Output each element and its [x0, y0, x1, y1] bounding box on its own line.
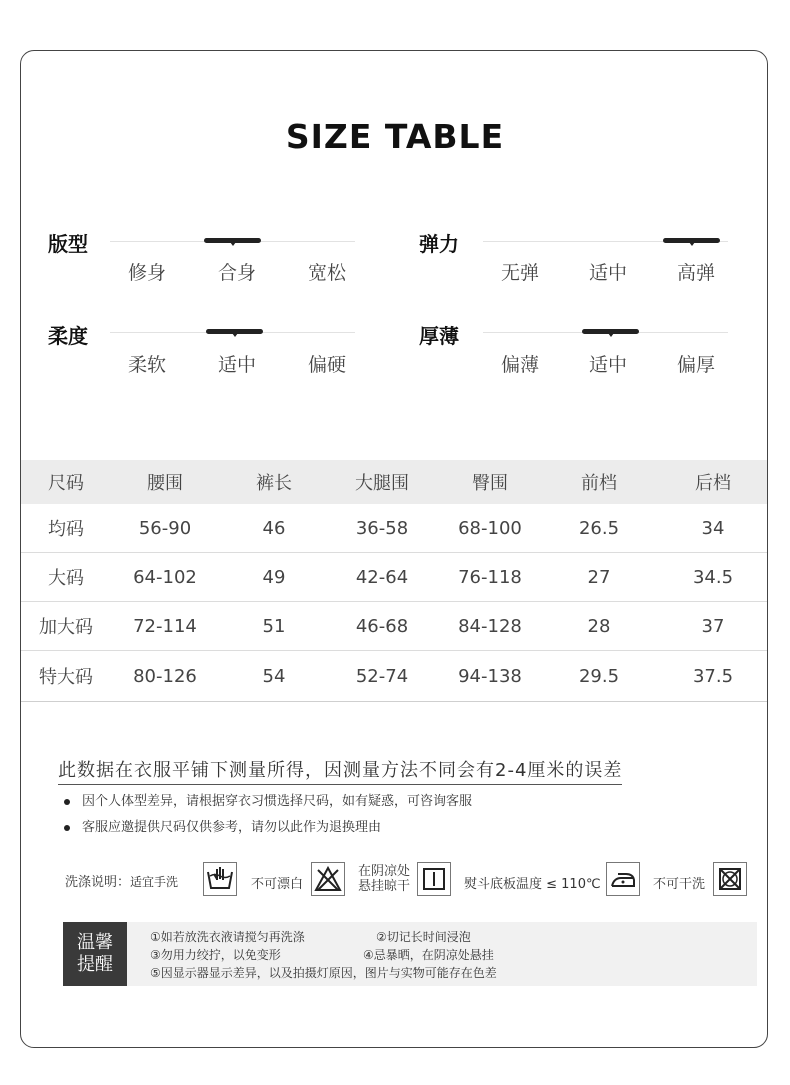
tips-badge-line2: 提醒 — [77, 954, 113, 975]
bullet-dot-icon — [64, 825, 70, 831]
bullet-text: 客服应邀提供尺码仅供参考，请勿以此作为退换理由 — [82, 820, 382, 835]
table-header-cell: 裤长 — [256, 473, 292, 494]
attribute-label: 厚薄 — [419, 324, 459, 348]
bullet-dot-icon — [64, 799, 70, 805]
table-cell: 72-114 — [133, 615, 197, 637]
page-title: SIZE TABLE — [285, 117, 505, 156]
no-dry-clean-text: 不可干洗 — [653, 877, 706, 892]
table-cell: 加大码 — [39, 617, 93, 638]
attribute-option: 无弹 — [500, 262, 539, 284]
attribute-label: 版型 — [48, 232, 88, 256]
attribute-option: 修身 — [127, 262, 166, 284]
table-cell: 36-58 — [355, 517, 409, 539]
size-table — [21, 460, 767, 702]
hand-wash-icon — [203, 862, 237, 896]
table-cell: 34.5 — [692, 566, 734, 588]
table-cell: 52-74 — [355, 665, 409, 687]
attribute-selected-marker — [206, 329, 263, 334]
table-cell: 28 — [587, 615, 611, 637]
table-cell: 51 — [262, 615, 286, 637]
attribute-label: 弹力 — [419, 232, 459, 256]
table-header-cell: 前档 — [581, 473, 617, 494]
table-row — [21, 504, 767, 553]
tip-item: ②切记长时间浸泡 — [376, 930, 471, 944]
shade-dry-line2: 悬挂晾干 — [358, 879, 411, 894]
attribute-option: 偏硬 — [307, 354, 346, 376]
table-cell: 46 — [262, 517, 286, 539]
table-cell: 特大码 — [39, 667, 93, 688]
attribute-label: 柔度 — [48, 324, 88, 348]
attribute-option: 偏厚 — [676, 354, 715, 376]
table-row — [21, 651, 767, 702]
table-cell: 56-90 — [138, 517, 192, 539]
table-cell: 68-100 — [458, 517, 522, 539]
no-bleach-icon — [311, 862, 345, 896]
no-dry-clean-icon — [713, 862, 747, 896]
table-header-cell: 后档 — [695, 473, 731, 494]
table-row — [21, 602, 767, 651]
bullet-text: 因个人体型差异，请根据穿衣习惯选择尺码，如有疑惑，可咨询客服 — [82, 794, 473, 809]
attribute-option: 偏薄 — [500, 354, 539, 376]
iron-text: 熨斗底板温度 ≤ 110℃ — [464, 877, 601, 892]
measurement-notice: 此数据在衣服平铺下测量所得，因测量方法不同会有2-4厘米的误差 — [58, 756, 622, 785]
attribute-selected-marker — [582, 329, 639, 334]
shade-dry-line1: 在阴凉处 — [358, 864, 411, 879]
table-cell: 42-64 — [355, 566, 409, 588]
attribute-option: 宽松 — [307, 262, 346, 284]
table-header-cell: 尺码 — [48, 473, 84, 494]
table-cell: 37.5 — [692, 665, 734, 687]
attribute-selected-marker — [204, 238, 261, 243]
tip-item: ④忌暴晒，在阴凉处悬挂 — [363, 948, 494, 962]
table-cell: 54 — [262, 665, 286, 687]
bullet-item — [64, 790, 472, 809]
table-header-cell: 大腿围 — [355, 473, 409, 494]
table-header-cell: 腰围 — [147, 473, 183, 494]
attribute-option: 柔软 — [127, 354, 166, 376]
care-tips — [63, 922, 757, 986]
bullet-item — [64, 816, 381, 835]
table-cell: 27 — [587, 566, 611, 588]
tip-item: ⑤因显示器显示差异，以及拍摄灯原因，图片与实物可能存在色差 — [150, 966, 497, 980]
table-cell: 76-118 — [458, 566, 522, 588]
iron-icon — [606, 862, 640, 896]
attribute-option: 适中 — [588, 354, 627, 376]
table-cell: 37 — [701, 615, 725, 637]
attribute-selected-marker — [663, 238, 720, 243]
hand-wash-text: 适宜手洗 — [130, 875, 179, 889]
line-dry-icon — [417, 862, 451, 896]
shade-dry-text — [358, 864, 410, 894]
table-row — [21, 553, 767, 602]
table-cell: 84-128 — [458, 615, 522, 637]
attribute-option: 适中 — [217, 354, 256, 376]
tips-badge-line1: 温馨 — [77, 932, 113, 953]
table-cell: 均码 — [48, 519, 84, 540]
table-cell: 46-68 — [355, 615, 409, 637]
table-header-cell: 臀围 — [472, 473, 508, 494]
table-cell: 29.5 — [578, 665, 620, 687]
washing-title: 洗涤说明： — [65, 875, 131, 890]
tip-item: ③勿用力绞拧，以免变形 — [150, 948, 281, 962]
table-cell: 26.5 — [578, 517, 620, 539]
attribute-option: 合身 — [217, 262, 256, 284]
no-bleach-text: 不可漂白 — [251, 877, 304, 892]
attribute-option: 高弹 — [676, 262, 715, 284]
tip-item: ①如若放洗衣液请搅匀再洗涤 — [150, 930, 305, 944]
tips-badge — [63, 922, 127, 986]
table-cell: 94-138 — [458, 665, 522, 687]
table-cell: 49 — [262, 566, 286, 588]
table-cell: 34 — [701, 517, 725, 539]
table-cell: 64-102 — [133, 566, 197, 588]
washing-label — [65, 871, 178, 890]
table-cell: 大码 — [48, 568, 84, 589]
table-cell: 80-126 — [133, 665, 197, 687]
table-header-row — [21, 460, 767, 504]
attribute-option: 适中 — [588, 262, 627, 284]
